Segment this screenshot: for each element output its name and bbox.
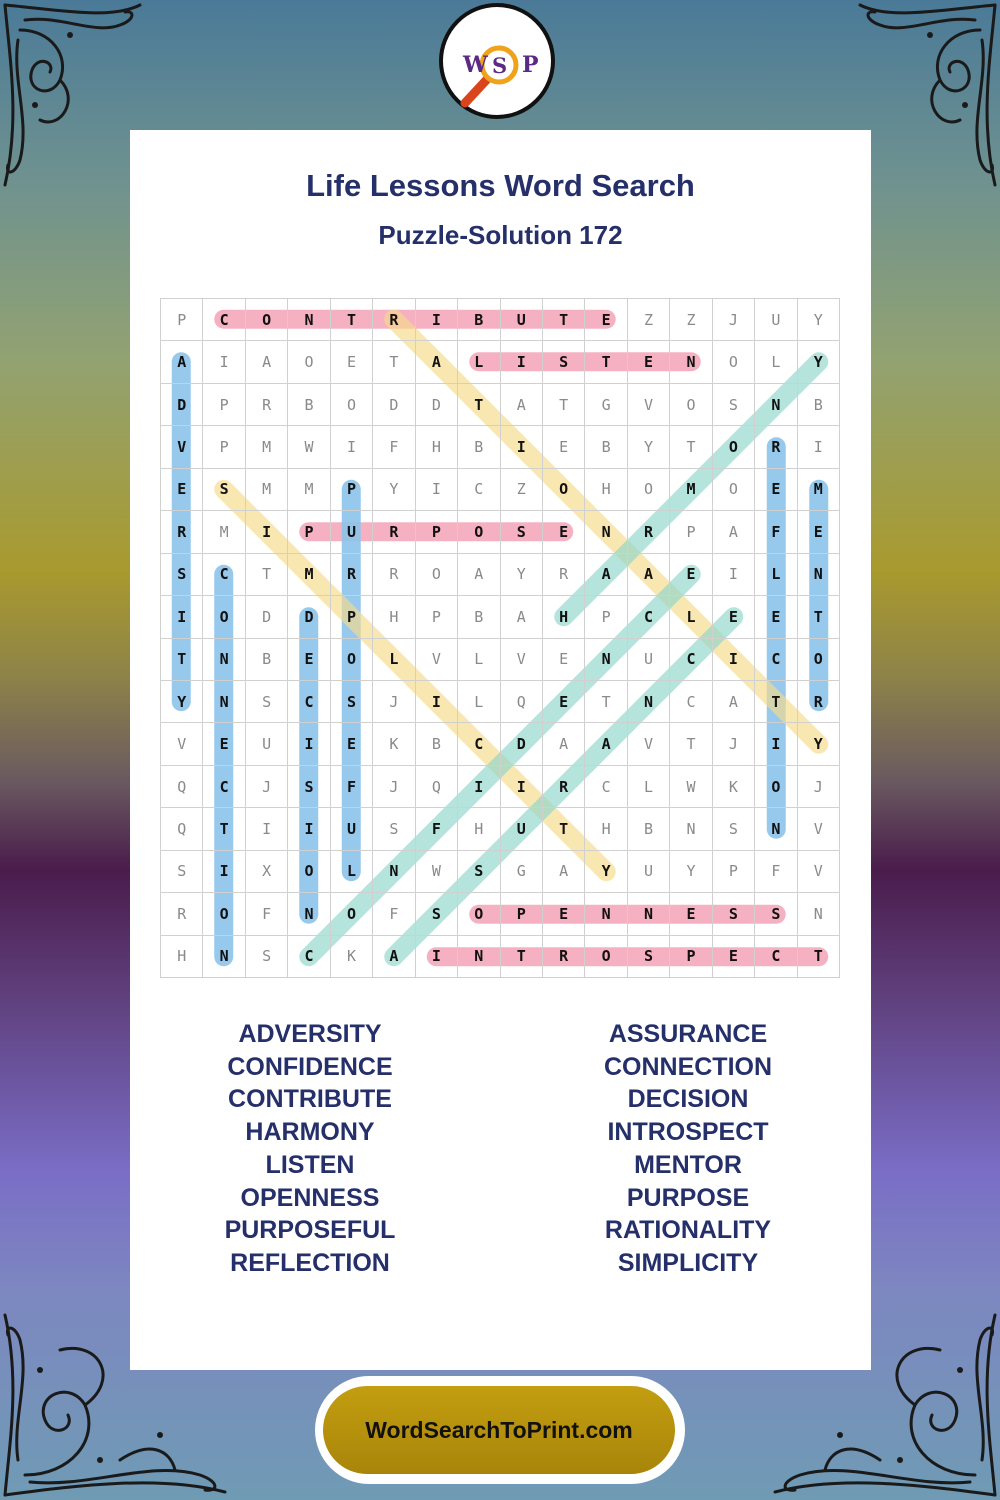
corner-ornament-top-right <box>850 0 1000 190</box>
grid-cell[interactable]: Q <box>416 766 458 808</box>
grid-cell[interactable]: E <box>585 299 627 341</box>
grid-cell[interactable]: R <box>161 893 203 935</box>
grid-cell[interactable]: G <box>501 851 543 893</box>
grid-cell[interactable]: I <box>501 426 543 468</box>
grid-cell[interactable]: S <box>458 851 500 893</box>
grid-cell[interactable]: R <box>543 554 585 596</box>
grid-cell[interactable]: N <box>755 384 797 426</box>
grid-cell[interactable]: H <box>585 469 627 511</box>
grid-cell[interactable]: U <box>501 808 543 850</box>
grid-cell[interactable]: F <box>416 808 458 850</box>
grid-cell[interactable]: L <box>458 341 500 383</box>
grid-cell[interactable]: M <box>798 469 840 511</box>
grid-cell[interactable]: Y <box>373 469 415 511</box>
grid-cell[interactable]: C <box>203 554 245 596</box>
grid-cell[interactable]: N <box>628 681 670 723</box>
grid-cell[interactable]: S <box>203 469 245 511</box>
grid-cell[interactable]: S <box>246 936 288 978</box>
grid-cell[interactable]: V <box>798 808 840 850</box>
grid-cell[interactable]: N <box>203 639 245 681</box>
grid-cell[interactable]: N <box>373 851 415 893</box>
word-list-item: INTROSPECT <box>607 1118 769 1147</box>
grid-cell[interactable]: E <box>798 511 840 553</box>
grid-cell[interactable]: R <box>373 511 415 553</box>
word-search-board <box>160 298 840 978</box>
grid-cell[interactable]: I <box>416 299 458 341</box>
grid-cell[interactable]: Y <box>501 554 543 596</box>
grid-cell[interactable]: E <box>331 341 373 383</box>
grid-cell[interactable]: S <box>713 893 755 935</box>
grid-cell[interactable]: Y <box>628 426 670 468</box>
word-list-item: CONFIDENCE <box>227 1052 393 1081</box>
grid-cell[interactable]: L <box>628 766 670 808</box>
word-list-item: ASSURANCE <box>608 1020 768 1048</box>
grid-cell[interactable]: E <box>713 936 755 978</box>
grid-cell[interactable]: I <box>458 766 500 808</box>
grid-cell[interactable]: S <box>373 808 415 850</box>
grid-cell[interactable]: H <box>161 936 203 978</box>
grid-cell[interactable]: D <box>246 596 288 638</box>
grid-cell[interactable]: F <box>755 851 797 893</box>
grid-cell[interactable]: Z <box>628 299 670 341</box>
grid-cell[interactable]: J <box>373 681 415 723</box>
grid-cell[interactable]: S <box>628 936 670 978</box>
grid-cell[interactable]: K <box>331 936 373 978</box>
word-list-item: CONNECTION <box>603 1052 773 1081</box>
grid-cell[interactable]: B <box>458 426 500 468</box>
grid-cell[interactable]: E <box>670 893 712 935</box>
word-list-item: MENTOR <box>634 1150 742 1179</box>
logo-letter-s: S <box>492 53 508 78</box>
grid-cell[interactable]: X <box>246 851 288 893</box>
grid-cell[interactable]: E <box>543 426 585 468</box>
grid-cell[interactable]: V <box>501 639 543 681</box>
grid-cell[interactable]: T <box>755 681 797 723</box>
grid-cell[interactable]: I <box>501 766 543 808</box>
grid-cell[interactable]: L <box>755 554 797 596</box>
grid-cell[interactable]: N <box>670 341 712 383</box>
grid-cell[interactable]: J <box>246 766 288 808</box>
grid-cell[interactable]: B <box>628 808 670 850</box>
grid-cell[interactable]: E <box>755 469 797 511</box>
grid-cell[interactable]: C <box>755 639 797 681</box>
grid-cell[interactable]: B <box>288 384 330 426</box>
grid-cell[interactable]: I <box>288 808 330 850</box>
grid-cell[interactable]: U <box>501 299 543 341</box>
word-list-item: PURPOSE <box>626 1183 750 1212</box>
grid-cell[interactable]: E <box>543 511 585 553</box>
grid-cell[interactable]: T <box>670 723 712 765</box>
grid-cell[interactable]: L <box>755 341 797 383</box>
grid-cell[interactable]: E <box>288 639 330 681</box>
grid-cell[interactable]: L <box>373 639 415 681</box>
grid-cell[interactable]: P <box>585 596 627 638</box>
grid-cell[interactable]: B <box>458 299 500 341</box>
grid-cell[interactable]: K <box>373 723 415 765</box>
grid-cell[interactable]: I <box>203 341 245 383</box>
grid-cell[interactable]: D <box>161 384 203 426</box>
word-list-left <box>130 1018 490 1280</box>
grid-cell[interactable]: Y <box>585 851 627 893</box>
grid-cell[interactable]: U <box>628 639 670 681</box>
corner-ornament-top-left <box>0 0 150 190</box>
grid-cell[interactable]: P <box>713 851 755 893</box>
grid-cell[interactable]: M <box>246 469 288 511</box>
grid-cell[interactable]: E <box>713 596 755 638</box>
word-list-item: ADVERSITY <box>238 1020 382 1048</box>
grid-cell[interactable]: Z <box>670 299 712 341</box>
grid-cell[interactable]: T <box>373 341 415 383</box>
grid-cell[interactable]: T <box>161 639 203 681</box>
grid-cell[interactable]: C <box>755 936 797 978</box>
word-list-item: OPENNESS <box>240 1183 380 1212</box>
grid-cell[interactable]: C <box>203 766 245 808</box>
grid-cell[interactable]: K <box>713 766 755 808</box>
grid-cell[interactable]: T <box>585 681 627 723</box>
grid-cell[interactable]: S <box>755 893 797 935</box>
grid-cell[interactable]: J <box>798 766 840 808</box>
grid-cell[interactable]: A <box>416 341 458 383</box>
grid-cell[interactable]: T <box>670 426 712 468</box>
grid-cell[interactable]: R <box>246 384 288 426</box>
grid-cell[interactable]: R <box>373 299 415 341</box>
grid-cell[interactable]: E <box>331 723 373 765</box>
grid-cell[interactable]: C <box>585 766 627 808</box>
grid-cell[interactable]: N <box>458 936 500 978</box>
grid-cell[interactable]: N <box>670 808 712 850</box>
grid-cell[interactable]: E <box>755 596 797 638</box>
grid-cell[interactable]: L <box>458 681 500 723</box>
grid-cell[interactable]: O <box>458 893 500 935</box>
word-list-item: PURPOSEFUL <box>224 1216 396 1245</box>
word-list-item: REFLECTION <box>230 1248 390 1277</box>
grid-cell[interactable]: S <box>713 384 755 426</box>
word-list-item: DECISION <box>627 1085 749 1114</box>
grid-cell[interactable]: R <box>543 766 585 808</box>
grid-cell[interactable]: O <box>246 299 288 341</box>
grid-cell[interactable]: Z <box>501 469 543 511</box>
grid-cell[interactable]: C <box>458 469 500 511</box>
grid-cell[interactable]: T <box>543 299 585 341</box>
grid-cell[interactable]: A <box>246 341 288 383</box>
grid-cell[interactable]: V <box>628 723 670 765</box>
word-list-right <box>508 1018 868 1280</box>
grid-cell[interactable]: H <box>585 808 627 850</box>
grid-cell[interactable]: N <box>203 681 245 723</box>
grid-cell[interactable]: T <box>458 384 500 426</box>
grid-cell[interactable]: I <box>713 554 755 596</box>
word-list-item: SIMPLICITY <box>617 1248 759 1277</box>
grid-cell[interactable]: I <box>203 851 245 893</box>
logo-letter-p: P <box>522 52 539 78</box>
grid-cell[interactable]: S <box>416 893 458 935</box>
grid-cell[interactable]: A <box>543 851 585 893</box>
grid-cell[interactable]: I <box>161 596 203 638</box>
grid-cell[interactable]: T <box>585 341 627 383</box>
grid-cell[interactable]: C <box>288 936 330 978</box>
page-subtitle: Puzzle-Solution 172 <box>378 220 623 250</box>
grid-cell[interactable]: A <box>373 936 415 978</box>
word-list-item: HARMONY <box>245 1118 375 1147</box>
grid-cell[interactable]: A <box>501 384 543 426</box>
grid-cell[interactable]: O <box>543 469 585 511</box>
grid-cell[interactable]: R <box>331 554 373 596</box>
grid-cell[interactable]: O <box>755 766 797 808</box>
grid-cell[interactable]: P <box>670 936 712 978</box>
grid-cell[interactable]: Q <box>501 681 543 723</box>
grid-cell[interactable]: B <box>458 596 500 638</box>
grid-cell[interactable]: M <box>288 554 330 596</box>
grid-cell[interactable]: U <box>246 723 288 765</box>
grid-cell[interactable]: R <box>798 681 840 723</box>
grid-cell[interactable]: U <box>755 299 797 341</box>
grid-cell[interactable]: I <box>501 341 543 383</box>
grid-cell[interactable]: Y <box>798 341 840 383</box>
grid-cell[interactable]: A <box>713 511 755 553</box>
grid-cell[interactable]: J <box>713 723 755 765</box>
grid-cell[interactable]: E <box>670 554 712 596</box>
grid-cell[interactable]: A <box>543 723 585 765</box>
grid-cell[interactable]: F <box>331 766 373 808</box>
grid-cell[interactable]: P <box>203 426 245 468</box>
grid-cell[interactable]: G <box>585 384 627 426</box>
grid-cell[interactable]: Q <box>161 766 203 808</box>
grid-cell[interactable]: R <box>373 554 415 596</box>
grid-cell[interactable]: P <box>416 596 458 638</box>
grid-cell[interactable]: I <box>246 808 288 850</box>
grid-cell[interactable]: N <box>585 639 627 681</box>
grid-cell[interactable]: O <box>798 639 840 681</box>
grid-cell[interactable]: P <box>670 511 712 553</box>
grid-cell[interactable]: P <box>416 511 458 553</box>
grid-cell[interactable]: A <box>458 554 500 596</box>
grid-cell[interactable]: R <box>161 511 203 553</box>
grid-cell[interactable]: D <box>288 596 330 638</box>
grid-cell[interactable]: I <box>288 723 330 765</box>
grid-cell[interactable]: O <box>203 893 245 935</box>
wsp-logo[interactable] <box>439 3 555 119</box>
grid-cell[interactable]: A <box>585 554 627 596</box>
grid-cell[interactable]: N <box>288 893 330 935</box>
grid-cell[interactable]: T <box>246 554 288 596</box>
grid-cell[interactable]: L <box>670 596 712 638</box>
grid-cell[interactable]: W <box>416 851 458 893</box>
grid-cell[interactable]: T <box>331 299 373 341</box>
grid-cell[interactable]: T <box>501 936 543 978</box>
grid-cell[interactable]: P <box>331 469 373 511</box>
grid-cell[interactable]: F <box>755 511 797 553</box>
word-list-item: RATIONALITY <box>604 1216 772 1245</box>
grid-cell[interactable]: T <box>203 808 245 850</box>
grid-cell[interactable]: T <box>543 384 585 426</box>
grid-cell[interactable]: M <box>288 469 330 511</box>
grid-cell[interactable]: P <box>203 384 245 426</box>
grid-cell[interactable]: N <box>628 893 670 935</box>
grid-cell[interactable]: B <box>585 426 627 468</box>
grid-cell[interactable]: E <box>161 469 203 511</box>
grid-cell[interactable]: U <box>628 851 670 893</box>
logo-letter-w: W <box>463 52 488 78</box>
grid-cell[interactable]: I <box>416 936 458 978</box>
grid-cell[interactable]: N <box>203 936 245 978</box>
grid-cell[interactable]: F <box>373 426 415 468</box>
grid-cell[interactable]: O <box>416 554 458 596</box>
grid-cell[interactable]: P <box>288 511 330 553</box>
grid-cell[interactable]: B <box>798 384 840 426</box>
grid-cell[interactable]: A <box>501 596 543 638</box>
grid-cell[interactable]: O <box>331 639 373 681</box>
grid-cell[interactable]: S <box>161 554 203 596</box>
grid-cell[interactable]: C <box>458 723 500 765</box>
grid-cell[interactable]: O <box>713 426 755 468</box>
grid-cell[interactable]: O <box>288 851 330 893</box>
grid-cell[interactable]: E <box>543 893 585 935</box>
grid-cell[interactable]: L <box>458 639 500 681</box>
grid-cell[interactable]: Y <box>798 299 840 341</box>
site-link-button[interactable] <box>315 1376 685 1484</box>
grid-cell[interactable]: S <box>161 851 203 893</box>
grid-cell[interactable]: S <box>501 511 543 553</box>
grid-cell[interactable]: O <box>203 596 245 638</box>
grid-cell[interactable]: Q <box>161 808 203 850</box>
grid-cell[interactable]: O <box>713 341 755 383</box>
grid-cell[interactable]: I <box>713 639 755 681</box>
grid-cell[interactable]: D <box>416 384 458 426</box>
grid-cell[interactable]: I <box>798 426 840 468</box>
grid-cell[interactable]: H <box>458 808 500 850</box>
grid-cell[interactable]: E <box>543 639 585 681</box>
grid-cell[interactable]: O <box>458 511 500 553</box>
grid-cell[interactable]: E <box>203 723 245 765</box>
grid-cell[interactable]: P <box>161 299 203 341</box>
grid-cell[interactable]: Y <box>798 723 840 765</box>
grid-cell[interactable]: T <box>543 808 585 850</box>
grid-cell[interactable]: V <box>416 639 458 681</box>
grid-cell[interactable]: M <box>203 511 245 553</box>
grid-cell[interactable]: V <box>161 426 203 468</box>
grid-cell[interactable]: R <box>755 426 797 468</box>
grid-cell[interactable]: H <box>543 596 585 638</box>
grid-cell[interactable]: C <box>670 639 712 681</box>
grid-cell[interactable]: N <box>585 511 627 553</box>
grid-cell[interactable]: A <box>713 681 755 723</box>
grid-cell[interactable]: J <box>713 299 755 341</box>
grid-cell[interactable]: O <box>713 469 755 511</box>
grid-cell[interactable]: S <box>246 681 288 723</box>
grid-cell[interactable]: Y <box>670 851 712 893</box>
grid-cell[interactable]: A <box>585 723 627 765</box>
grid-cell[interactable]: H <box>373 596 415 638</box>
grid-cell[interactable]: I <box>416 681 458 723</box>
grid-cell[interactable]: N <box>288 299 330 341</box>
grid-cell[interactable]: W <box>670 766 712 808</box>
grid-cell[interactable]: E <box>543 681 585 723</box>
page-title: Life Lessons Word Search <box>306 168 695 203</box>
grid-cell[interactable]: U <box>331 808 373 850</box>
grid-cell[interactable]: P <box>331 596 373 638</box>
magnifier-icon <box>443 7 551 115</box>
grid-cell[interactable]: J <box>373 766 415 808</box>
grid-cell[interactable]: L <box>331 851 373 893</box>
grid-cell[interactable]: F <box>373 893 415 935</box>
site-link-label: WordSearchToPrint.com <box>323 1386 675 1474</box>
grid-cell[interactable]: S <box>713 808 755 850</box>
grid-cell[interactable]: S <box>331 681 373 723</box>
word-list-item: LISTEN <box>265 1150 355 1179</box>
puzzle-card <box>130 130 871 1370</box>
grid-cell[interactable]: N <box>798 554 840 596</box>
grid-cell[interactable]: P <box>501 893 543 935</box>
grid-cell[interactable]: H <box>416 426 458 468</box>
grid-cell[interactable]: S <box>288 766 330 808</box>
grid-cell[interactable]: N <box>755 808 797 850</box>
grid-cell[interactable]: S <box>543 341 585 383</box>
grid-cell[interactable]: A <box>628 554 670 596</box>
grid-cell[interactable]: M <box>670 469 712 511</box>
word-list-item: CONTRIBUTE <box>228 1085 392 1114</box>
grid-cell[interactable]: C <box>203 299 245 341</box>
grid-cell[interactable]: V <box>798 851 840 893</box>
grid-cell[interactable]: T <box>798 596 840 638</box>
letter-grid <box>160 298 840 978</box>
grid-cell[interactable]: U <box>331 511 373 553</box>
grid-cell[interactable]: Y <box>161 681 203 723</box>
grid-cell[interactable]: I <box>755 723 797 765</box>
grid-cell[interactable]: I <box>331 426 373 468</box>
grid-cell[interactable]: B <box>416 723 458 765</box>
grid-cell[interactable]: O <box>670 384 712 426</box>
grid-cell[interactable]: O <box>288 341 330 383</box>
grid-cell[interactable]: F <box>246 893 288 935</box>
grid-cell[interactable]: D <box>501 723 543 765</box>
grid-cell[interactable]: M <box>246 426 288 468</box>
grid-cell[interactable]: R <box>628 511 670 553</box>
grid-cell[interactable]: O <box>628 469 670 511</box>
grid-cell[interactable]: O <box>331 384 373 426</box>
grid-cell[interactable]: C <box>288 681 330 723</box>
grid-cell[interactable]: N <box>798 893 840 935</box>
grid-cell[interactable]: O <box>585 936 627 978</box>
grid-cell[interactable]: T <box>798 936 840 978</box>
grid-cell[interactable]: I <box>416 469 458 511</box>
grid-cell[interactable]: V <box>161 723 203 765</box>
grid-cell[interactable]: N <box>585 893 627 935</box>
grid-cell[interactable]: E <box>628 341 670 383</box>
grid-cell[interactable]: O <box>331 893 373 935</box>
grid-cell[interactable]: C <box>670 681 712 723</box>
grid-cell[interactable]: B <box>246 639 288 681</box>
grid-cell[interactable]: W <box>288 426 330 468</box>
grid-cell[interactable]: A <box>161 341 203 383</box>
grid-cell[interactable]: V <box>628 384 670 426</box>
grid-cell[interactable]: I <box>246 511 288 553</box>
grid-cell[interactable]: C <box>628 596 670 638</box>
grid-cell[interactable]: R <box>543 936 585 978</box>
grid-cell[interactable]: D <box>373 384 415 426</box>
